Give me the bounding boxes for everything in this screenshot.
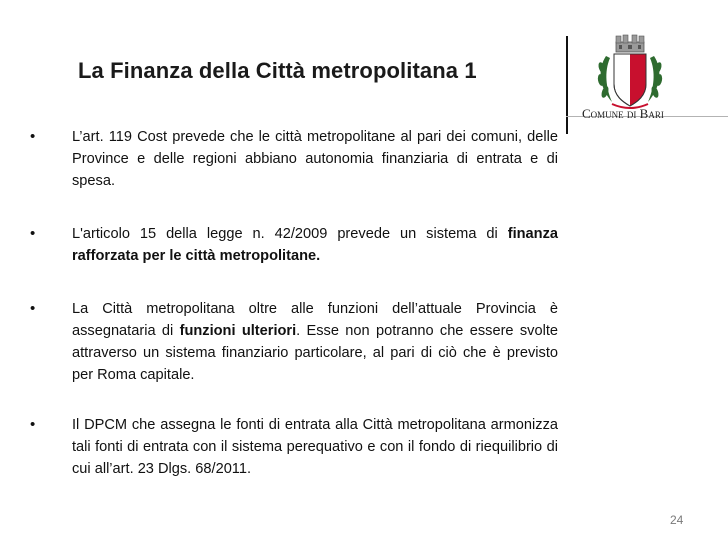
bullet-marker: • — [30, 416, 36, 433]
logo-caption: Comune di Bari — [582, 106, 664, 121]
bullet-text-a: Il DPCM che assegna le fonti di entrata alla Città metropolitana armonizza tali fonti di entrata con il sistema perequativo e con il fondo di riequilibrio di cui all’art. 23 Dlgs. 68/2011. — [72, 417, 558, 477]
bullet-text-a: L'articolo 15 della legge n. 42/2009 prevede un sistema di — [72, 226, 508, 242]
page-number: 24 — [670, 513, 684, 527]
bullet-marker: • — [30, 300, 36, 317]
bullet-marker: • — [30, 128, 36, 145]
bullet-text-b: . Esse non potranno che essere svolte attraverso un sistema finanziario particolare, al pari di ciò che è previsto per Roma capitale. — [72, 323, 558, 383]
bullet-marker: • — [30, 225, 36, 242]
bullet-text — [72, 126, 558, 192]
bullet-bold-a: funzioni ulteriori — [179, 323, 297, 339]
bullet-text — [72, 223, 558, 267]
bullet-text — [72, 414, 558, 480]
crown-icon — [616, 35, 644, 52]
slide-title: La Finanza della Città metropolitana 1 — [78, 58, 477, 83]
shield-icon — [614, 54, 646, 106]
header-vertical-divider — [566, 36, 568, 134]
bullet-text-a: L’art. 119 Cost prevede che le città metropolitane al pari dei comuni, delle Province e delle regioni abbiano autonomia finanziaria di entrata e di spesa. — [72, 129, 558, 189]
bullet-text-a: La Città metropolitana oltre alle funzioni dell’attuale Provincia è assegnataria di — [72, 301, 558, 339]
bullet-text — [72, 298, 558, 386]
bullet-bold-a: finanza rafforzata per le città metropolitane. — [72, 226, 558, 264]
comune-di-bari-coat-of-arms-icon — [592, 34, 668, 114]
